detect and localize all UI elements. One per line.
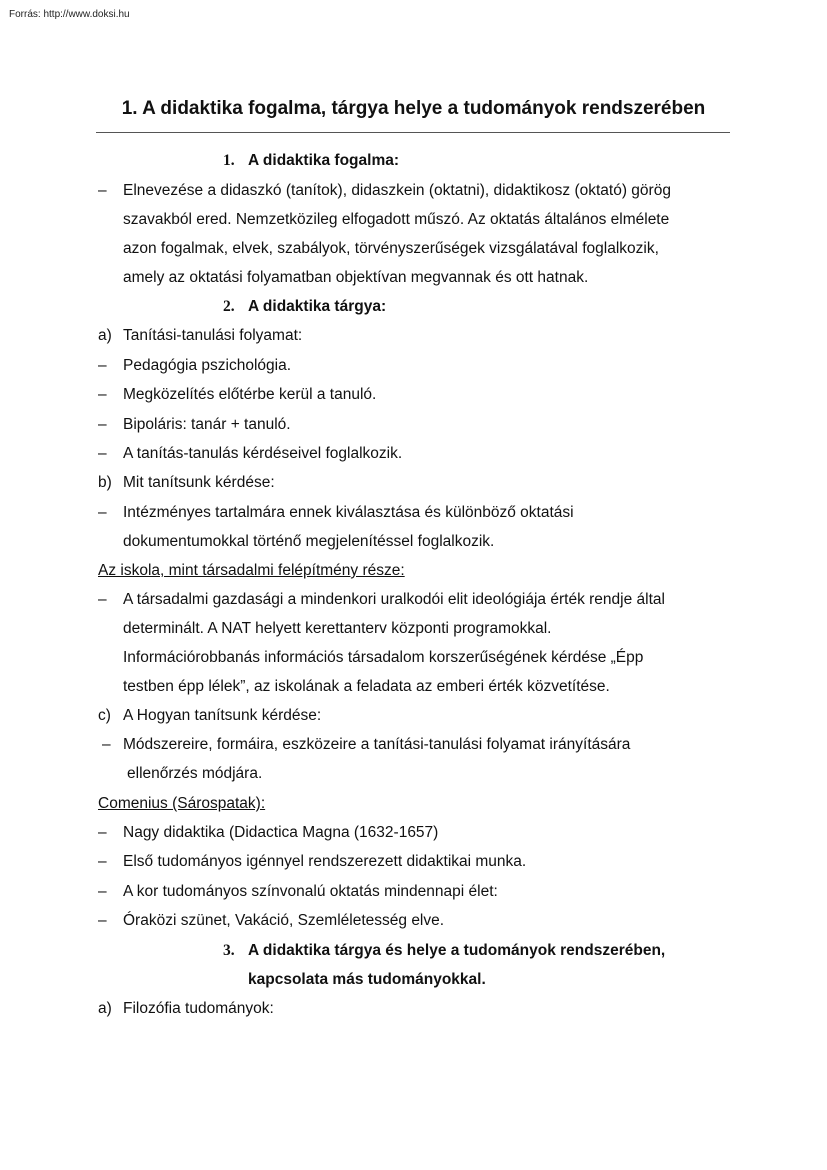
dash-marker: –: [98, 824, 107, 841]
section-3-title-line: kapcsolata más tudományokkal.: [248, 971, 486, 988]
list-item-line: A társadalmi gazdasági a mindenkori uralkodói elit ideológiája érték rendje által: [123, 591, 665, 608]
list-item-line: testben épp lélek”, az iskolának a feladata az emberi érték közvetítése.: [123, 678, 610, 695]
list-marker-a: a): [98, 1000, 112, 1017]
dash-marker: –: [98, 416, 107, 433]
subsection-b-title: Mit tanítsunk kérdése:: [123, 474, 275, 491]
list-item-line: Módszereire, formáira, eszközeire a tanítási-tanulási folyamat irányítására: [123, 736, 631, 753]
list-item-line: ellenőrzés módjára.: [127, 765, 263, 782]
subsection-c-title: A Hogyan tanítsunk kérdése:: [123, 707, 322, 724]
list-item-line: determinált. A NAT helyett kerettanterv központi programokkal.: [123, 620, 552, 637]
section-3-number: 3.: [223, 942, 235, 959]
subsection-philosophy-title: Filozófia tudományok:: [123, 1000, 274, 1017]
section-3-title-line: A didaktika tárgya és helye a tudományok rendszerében,: [248, 942, 666, 959]
list-item: Bipoláris: tanár + tanuló.: [123, 416, 291, 433]
list-item: Megközelítés előtérbe kerül a tanuló.: [123, 386, 377, 403]
dash-marker: –: [98, 912, 107, 929]
page-title: 1. A didaktika fogalma, tárgya helye a tudományok rendszerében: [121, 98, 706, 119]
dash-marker: –: [98, 182, 107, 199]
section-2-number: 2.: [223, 298, 235, 315]
list-item-line: Információrobbanás információs társadalom korszerűségének kérdése „Épp: [123, 649, 644, 666]
section-1-title: A didaktika fogalma:: [248, 152, 400, 169]
dash-marker: –: [98, 357, 107, 374]
list-item: A kor tudományos színvonalú oktatás mindennapi élet:: [123, 883, 498, 900]
list-item: Óraközi szünet, Vakáció, Szemléletesség elve.: [123, 912, 445, 929]
section-2-title: A didaktika tárgya:: [248, 298, 387, 315]
paragraph-1-line: azon fogalmak, elvek, szabályok, törvényszerűségek vizsgálatával foglalkozik,: [123, 240, 659, 257]
list-item-line: dokumentumokkal történő megjelenítéssel foglalkozik.: [123, 533, 495, 550]
paragraph-1-line: szavakból ered. Nemzetközileg elfogadott műszó. Az oktatás általános elmélete: [123, 211, 670, 228]
list-item: Első tudományos igénnyel rendszerezett didaktikai munka.: [123, 853, 527, 870]
dash-marker: –: [98, 445, 107, 462]
paragraph-1-line: Elnevezése a didaszkó (tanítok), didaszkein (oktatni), didaktikosz (oktató) görög: [123, 182, 671, 199]
list-marker-a: a): [98, 327, 112, 344]
list-item: Nagy didaktika (Didactica Magna (1632-1657): [123, 824, 439, 841]
dash-marker: –: [98, 591, 107, 608]
list-item: A tanítás-tanulás kérdéseivel foglalkozik.: [123, 445, 403, 462]
comenius-heading: Comenius (Sárospatak):: [98, 795, 266, 812]
list-marker-b: b): [98, 474, 112, 491]
dash-marker: –: [98, 386, 107, 403]
section-1-number: 1.: [223, 152, 235, 169]
dash-marker: –: [98, 883, 107, 900]
list-marker-c: c): [98, 707, 111, 724]
list-item-line: Intézményes tartalmára ennek kiválasztása és különböző oktatási: [123, 504, 574, 521]
school-heading: Az iskola, mint társadalmi felépítmény része:: [98, 562, 405, 579]
subsection-a-title: Tanítási-tanulási folyamat:: [123, 327, 303, 344]
title-divider: [96, 132, 730, 133]
paragraph-1-line: amely az oktatási folyamatban objektívan megvannak és ott hatnak.: [123, 269, 589, 286]
source-url: Forrás: http://www.doksi.hu: [9, 9, 130, 20]
dash-marker: –: [102, 736, 111, 753]
dash-marker: –: [98, 853, 107, 870]
dash-marker: –: [98, 504, 107, 521]
list-item: Pedagógia pszichológia.: [123, 357, 292, 374]
